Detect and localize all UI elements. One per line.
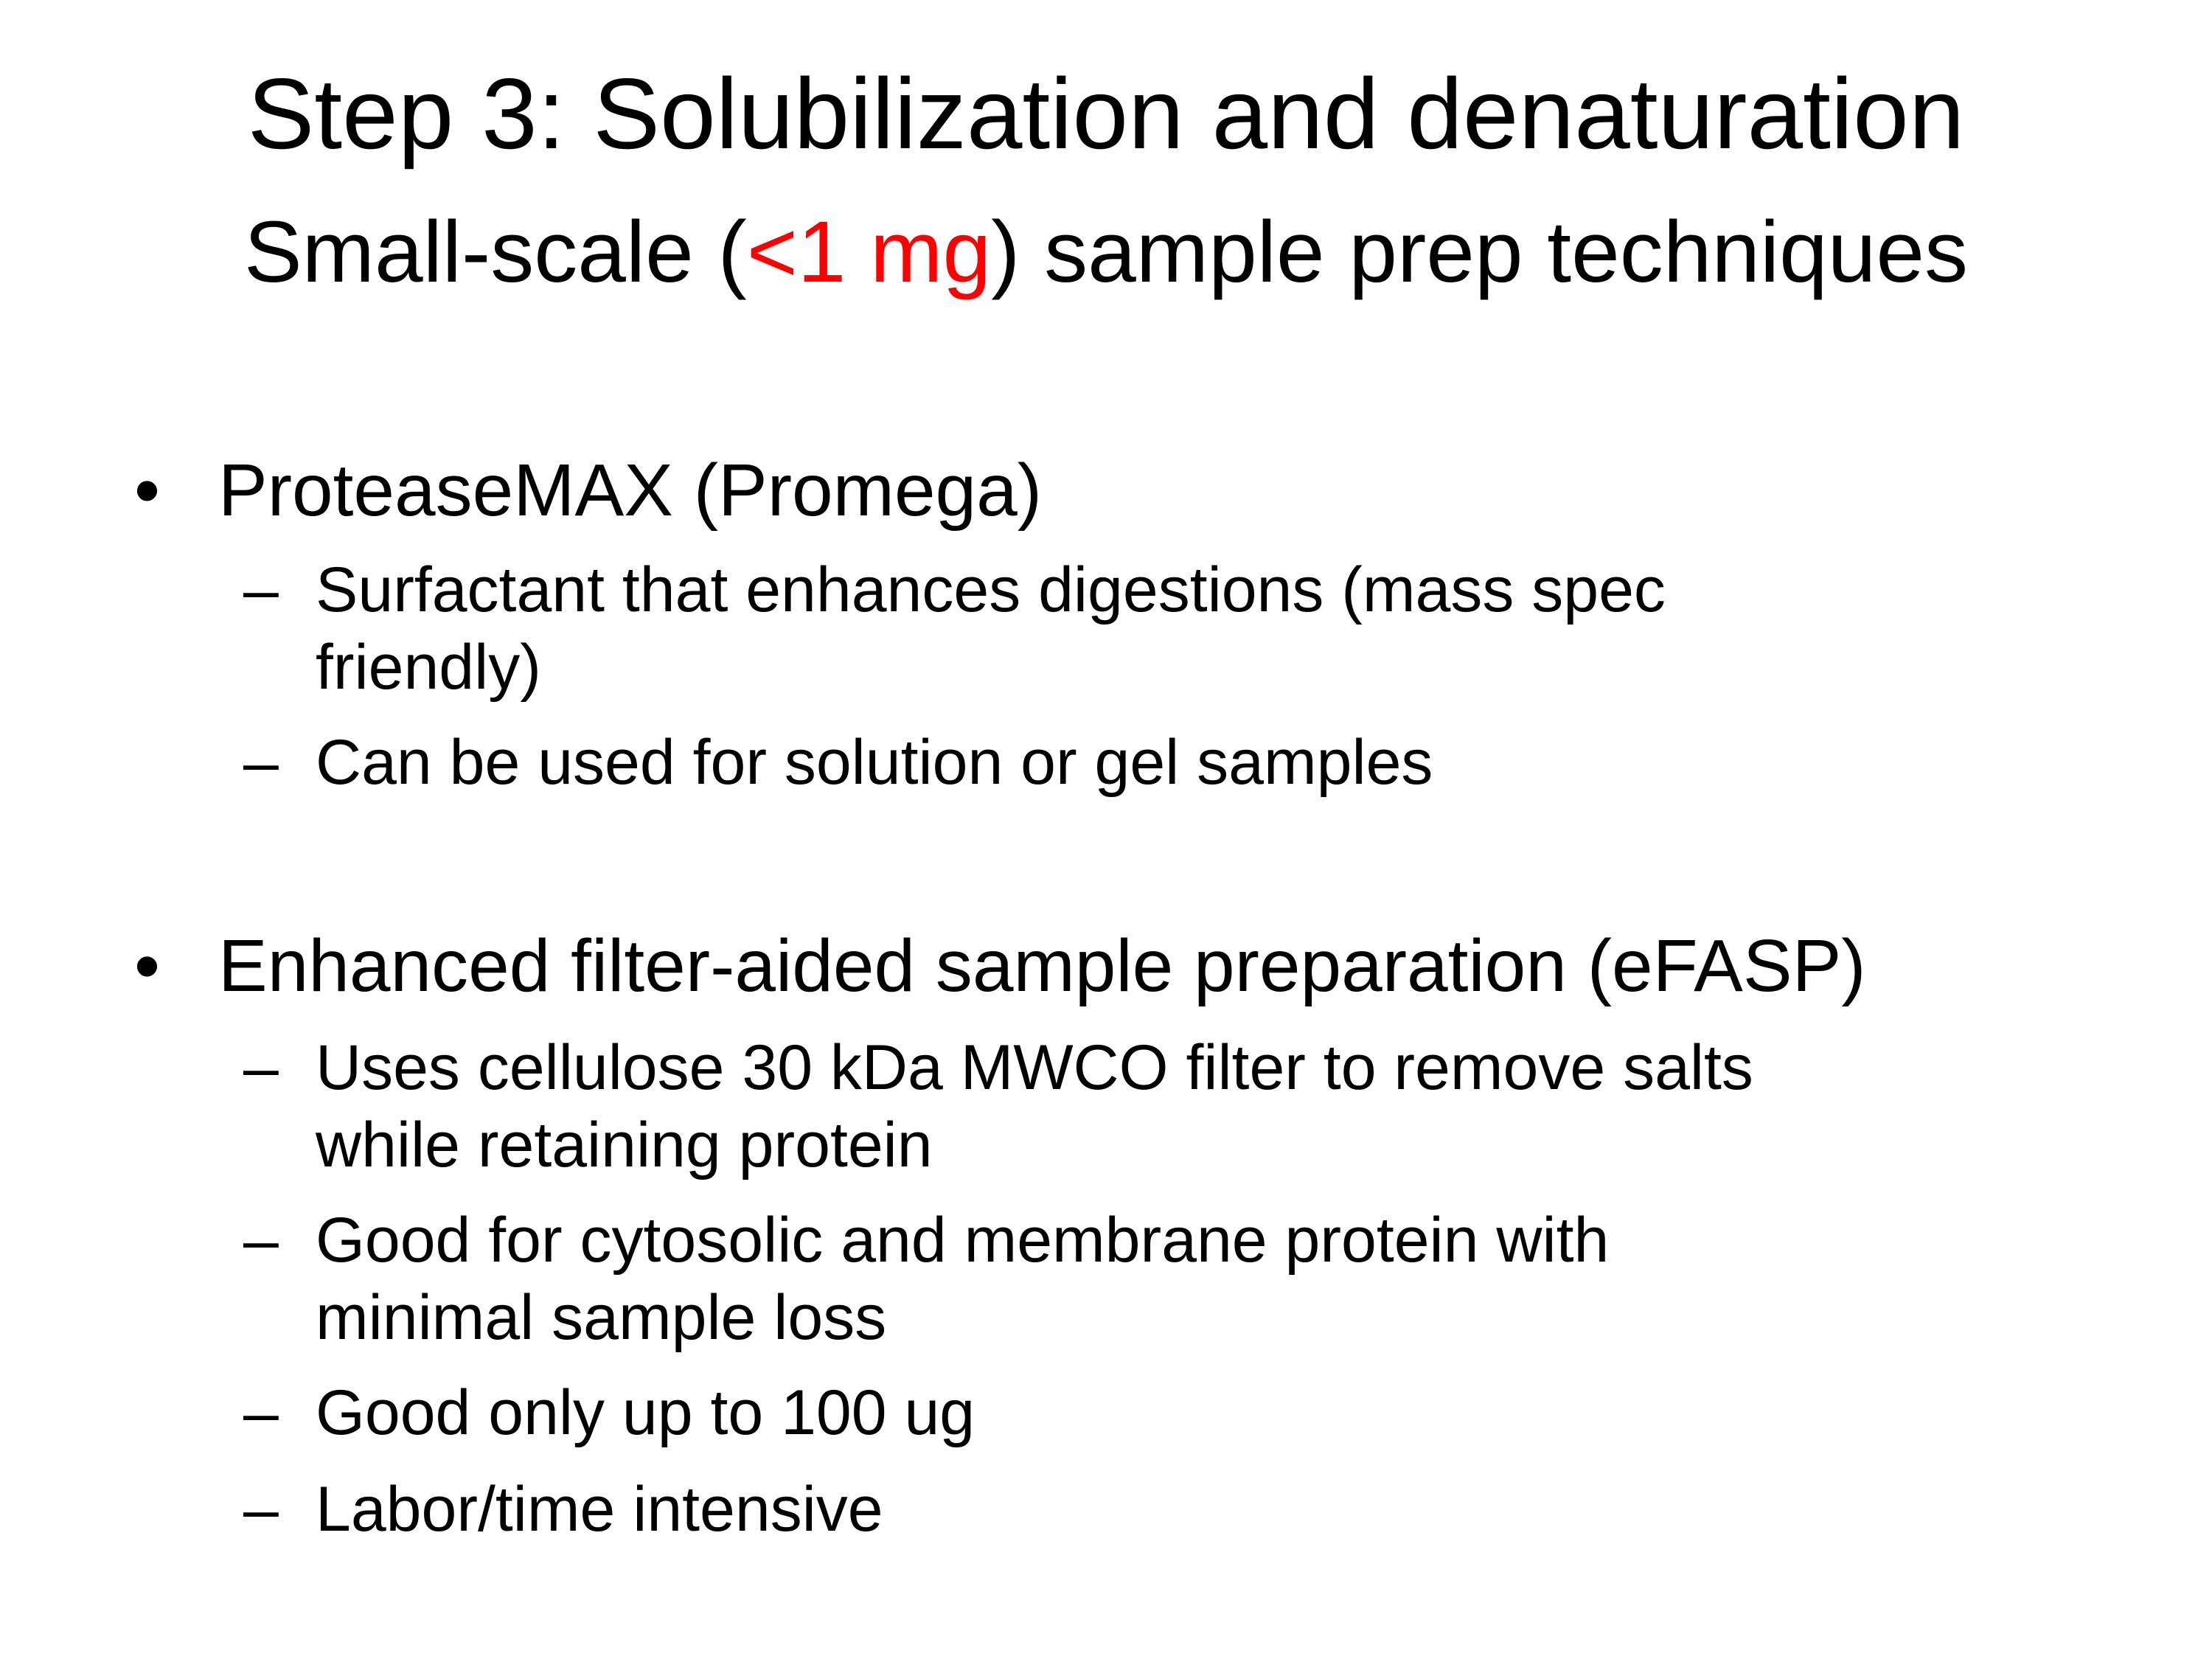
subtitle-suffix: ) sample prep techniques xyxy=(991,204,1969,301)
bullet-text: Enhanced filter-aided sample preparation (eFASP) xyxy=(218,925,1866,1007)
bullet-text: ProteaseMAX (Promega) xyxy=(218,449,1043,532)
sub-item-line: friendly) xyxy=(316,632,541,703)
sub-item-line: Surfactant that enhances digestions (mass spec xyxy=(316,554,1666,625)
slide-title: Step 3: Solubilization and denaturation xyxy=(247,58,1965,170)
subtitle-prefix: Small-scale ( xyxy=(243,204,747,301)
sub-item-line: while retaining protein xyxy=(316,1110,933,1180)
dash-icon: – xyxy=(243,1474,279,1545)
slide-subtitle xyxy=(0,204,2212,301)
sub-item-line: Can be used for solution or gel samples xyxy=(316,727,1433,798)
dash-icon: – xyxy=(243,554,279,625)
bullet-icon: • xyxy=(134,449,161,532)
dash-icon: – xyxy=(243,1377,279,1448)
dash-icon: – xyxy=(243,1032,279,1103)
bullet-icon: • xyxy=(134,925,161,1007)
dash-icon: – xyxy=(243,1205,279,1276)
sub-item-line: Good for cytosolic and membrane protein with xyxy=(316,1205,1610,1276)
subtitle-highlight: <1 mg xyxy=(746,204,992,301)
sub-item-line: minimal sample loss xyxy=(316,1282,887,1353)
sub-item-line: Labor/time intensive xyxy=(316,1474,883,1545)
sub-item-line: Good only up to 100 ug xyxy=(316,1377,975,1448)
sub-item-line: Uses cellulose 30 kDa MWCO filter to remove salts xyxy=(316,1032,1753,1103)
dash-icon: – xyxy=(243,727,279,798)
